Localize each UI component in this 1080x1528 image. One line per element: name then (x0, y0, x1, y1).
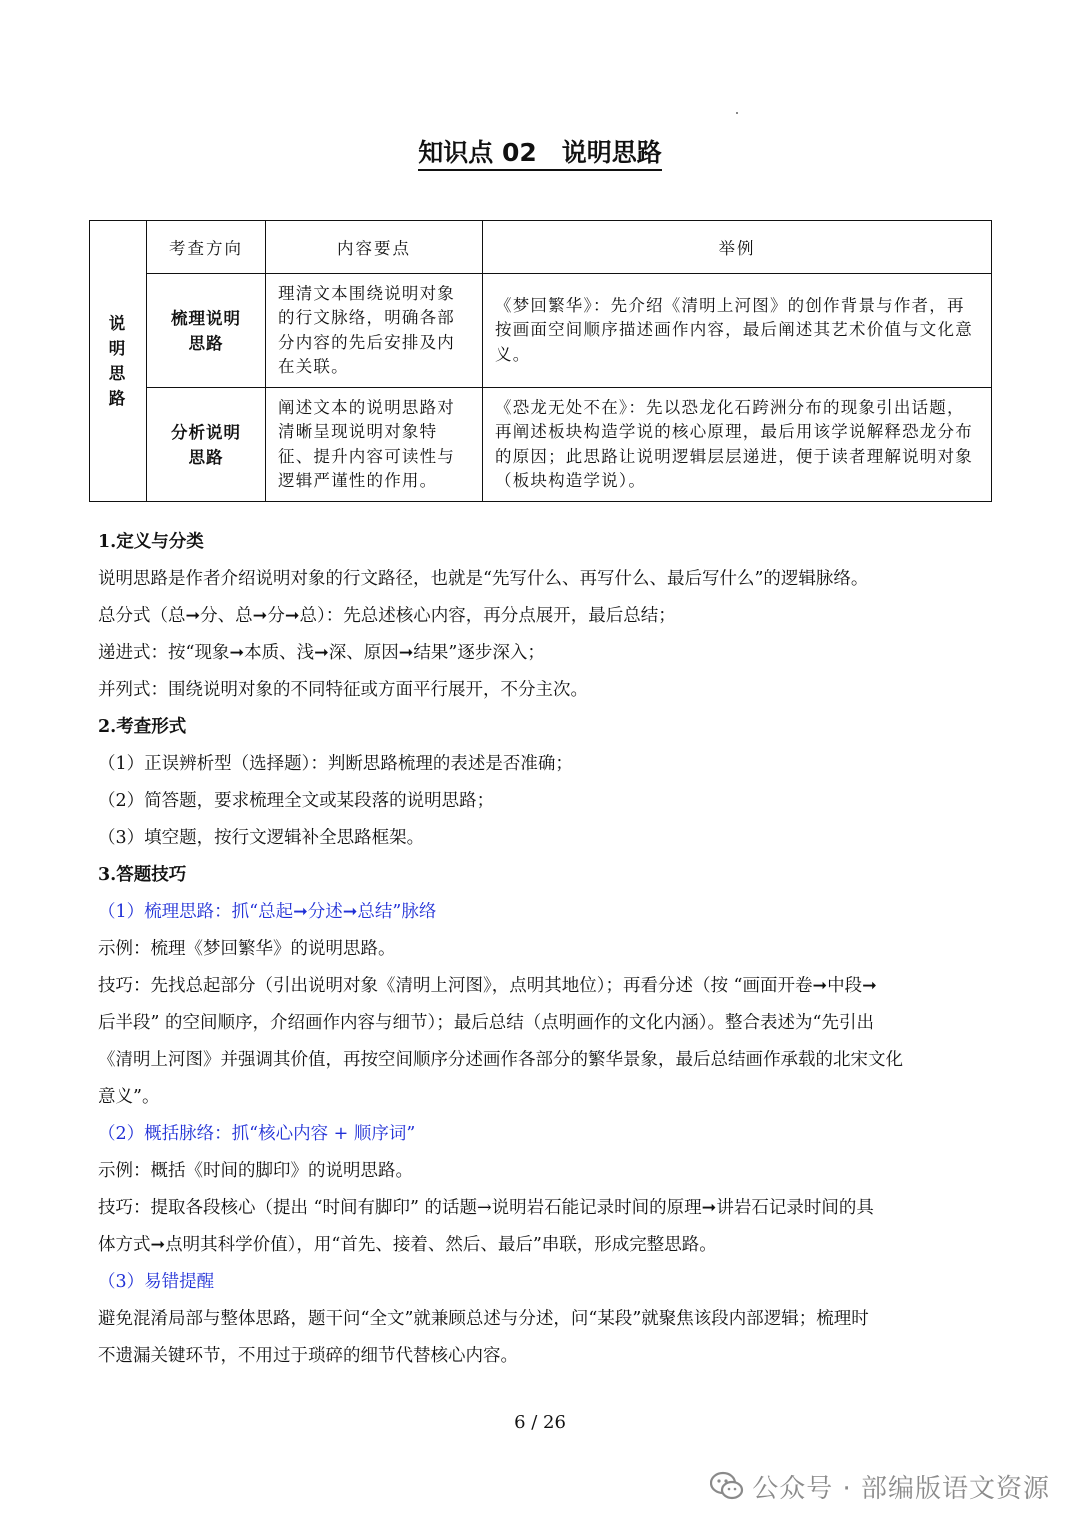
watermark (710, 1468, 1050, 1504)
header-example: 举例 (483, 221, 992, 274)
paragraph-line: 避免混淆局部与整体思路，题干问“全文”就兼顾总述与分述，问“某段”就聚焦该段内部逻辑；梳理时 (98, 1309, 869, 1329)
side-label-cell (90, 221, 147, 502)
section-heading: 2.考查形式 (98, 717, 187, 737)
subheading-line: （2）概括脉络：抓“核心内容 + 顺序词” (98, 1124, 416, 1144)
page-title: 知识点 02 说明思路 (0, 136, 1080, 170)
example-cell: 《梦回繁华》：先介绍《清明上河图》的创作背景与作者，再按画面空间顺序描述画作内容，最后阐述其艺术价值与文化意义。 (483, 274, 992, 388)
side-char: 思 (108, 364, 128, 383)
paragraph-line: （2）简答题，要求梳理全文或某段落的说明思路； (98, 791, 495, 811)
paragraph-line: 后半段” 的空间顺序，介绍画作内容与细节）；最后总结（点明画作的文化内涵）。整合表述为“先引出 (98, 1013, 874, 1033)
paragraph-line: 总分式（总➞分、总➞分➞总）：先总述核心内容，再分点展开，最后总结； (98, 606, 676, 626)
subheading-line: （1）梳理思路：抓“总起➞分述➞总结”脉络 (98, 902, 437, 922)
table-row (90, 274, 992, 388)
paragraph-line: 并列式：围绕说明对象的不同特征或方面平行展开，不分主次。 (98, 680, 588, 700)
page-speck (736, 112, 738, 114)
wechat-icon (710, 1471, 744, 1501)
paragraph-line: 技巧：先找总起部分（引出说明对象《清明上河图》，点明其地位）；再看分述（按 “画面开卷➞中段➞ (98, 976, 877, 996)
paragraph-line: 《清明上河图》并强调其价值，再按空间顺序分述画作各部分的繁华景象，最后总结画作承载的北宋文化 (98, 1050, 903, 1070)
direction-cell: 梳理说明 思路 (147, 274, 266, 388)
knowledge-table (89, 220, 992, 502)
paragraph-line: （1）正误辨析型（选择题）：判断思路梳理的表述是否准确； (98, 754, 573, 774)
header-direction: 考查方向 (147, 221, 266, 274)
paragraph-line: 说明思路是作者介绍说明对象的行文路径，也就是“先写什么、再写什么、最后写什么”的逻辑脉络。 (98, 569, 869, 589)
table-row (90, 388, 992, 502)
paragraph-line: 不遗漏关键环节，不用过于琐碎的细节代替核心内容。 (98, 1346, 518, 1366)
side-char: 路 (108, 389, 128, 408)
key-points-cell: 阐述文本的说明思路对清晰呈现说明对象特征、提升内容可读性与逻辑严谨性的作用。 (266, 388, 483, 502)
direction-cell: 分析说明 思路 (147, 388, 266, 502)
paragraph-line: 示例：概括《时间的脚印》的说明思路。 (98, 1161, 413, 1181)
page-number: 6 / 26 (514, 1412, 566, 1433)
header-key-points: 内容要点 (266, 221, 483, 274)
key-points-cell: 理清文本围绕说明对象的行文脉络，明确各部分内容的先后安排及内在关联。 (266, 274, 483, 388)
section-heading: 1.定义与分类 (98, 532, 204, 552)
paragraph-line: 体方式➞点明其科学价值），用“首先、接着、然后、最后”串联，形成完整思路。 (98, 1235, 717, 1255)
example-cell: 《恐龙无处不在》：先以恐龙化石跨洲分布的现象引出话题，再阐述板块构造学说的核心原理，最后用该学说解释恐龙分布的原因；此思路让说明逻辑层层递进，便于读者理解说明对象（板块构造学说）。 (483, 388, 992, 502)
body-text (98, 524, 988, 1375)
subheading-line: （3）易错提醒 (98, 1272, 215, 1292)
paragraph-line: 示例：梳理《梦回繁华》的说明思路。 (98, 939, 396, 959)
side-char: 说 (108, 314, 128, 333)
paragraph-line: 技巧：提取各段核心（提出 “时间有脚印” 的话题→说明岩石能记录时间的原理➞讲岩石记录时间的具 (98, 1198, 874, 1218)
table-header-row (90, 221, 992, 274)
paragraph-line: 递进式：按“现象➞本质、浅➞深、原因➞结果”逐步深入； (98, 643, 545, 663)
watermark-text: 公众号 · 部编版语文资源 (752, 1473, 1050, 1504)
paragraph-line: 意义”。 (98, 1087, 160, 1107)
side-char: 明 (108, 339, 128, 358)
paragraph-line: （3）填空题，按行文逻辑补全思路框架。 (98, 828, 425, 848)
section-heading: 3.答题技巧 (98, 865, 187, 885)
